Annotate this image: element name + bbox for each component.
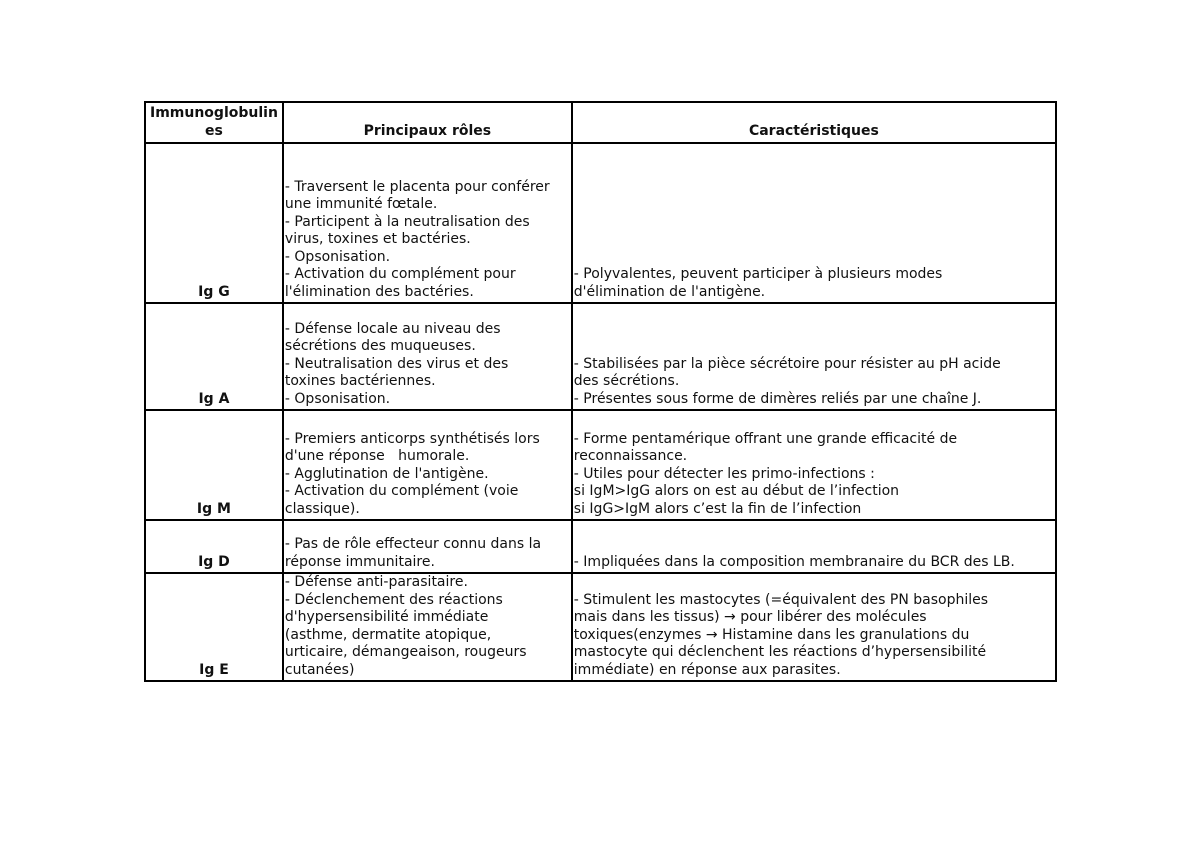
cell-text-line: toxines bactériennes.: [284, 373, 436, 389]
characteristics-cell: [572, 573, 1056, 681]
cell-text-line: une immunité fœtale.: [284, 196, 438, 212]
table-row: [145, 303, 1056, 410]
table-row: [145, 520, 1056, 573]
cell-text-line: si IgM>IgG alors on est au début de l’infection: [573, 483, 900, 499]
roles-cell: [283, 143, 572, 303]
cell-text-line: - Défense anti-parasitaire.: [284, 574, 468, 590]
cell-text-line: - Impliquées dans la composition membranaire du BCR des LB.: [573, 553, 1015, 570]
immunoglobulin-name: Ig A: [145, 303, 283, 410]
header-caracteristiques: Caractéristiques: [572, 102, 1056, 143]
table-row: [145, 410, 1056, 520]
immunoglobulin-name: Ig M: [145, 410, 283, 520]
cell-text-line: réponse immunitaire.: [284, 553, 435, 570]
roles-cell: [283, 410, 572, 520]
cell-text-line: immédiate) en réponse aux parasites.: [573, 661, 841, 678]
cell-text-line: - Stimulent les mastocytes (=équivalent des PN basophiles: [573, 591, 989, 608]
cell-text-line: - Participent à la neutralisation des: [284, 213, 530, 230]
cell-text-line: - Opsonisation.: [284, 390, 391, 407]
cell-text-line: - Forme pentamérique offrant une grande efficacité de: [573, 430, 958, 447]
header-row: [145, 102, 1056, 143]
table-row: [145, 573, 1056, 681]
cell-text-line: urticaire, démangeaison, rougeurs: [284, 644, 527, 660]
roles-cell: [283, 520, 572, 573]
immunoglobulin-name: Ig D: [145, 520, 283, 573]
cell-text-line: - Neutralisation des virus et des: [284, 355, 509, 372]
immunoglobulin-name: Ig E: [145, 573, 283, 681]
cell-text-line: - Pas de rôle effecteur connu dans la: [284, 536, 542, 552]
header-immunoglobulines-line: es: [205, 122, 223, 139]
cell-text-line: - Premiers anticorps synthétisés lors: [284, 430, 540, 447]
cell-text-line: cutanées): [284, 661, 355, 678]
cell-text-line: sécrétions des muqueuses.: [284, 338, 476, 354]
cell-text-line: - Stabilisées par la pièce sécrétoire pour résister au pH acide: [573, 355, 1001, 372]
cell-text-line: d'une réponse humorale.: [284, 448, 470, 464]
cell-text-line: - Polyvalentes, peuvent participer à plusieurs modes: [573, 266, 943, 282]
cell-text-line: - Agglutination de l'antigène.: [284, 465, 489, 482]
characteristics-cell: [572, 303, 1056, 410]
characteristics-cell: [572, 520, 1056, 573]
header-principaux-roles: Principaux rôles: [283, 102, 572, 143]
immunoglobulin-table: [144, 101, 1057, 682]
cell-text-line: mastocyte qui déclenchent les réactions d’hypersensibilité: [573, 644, 987, 660]
cell-text-line: - Traversent le placenta pour conférer: [284, 178, 550, 195]
roles-cell: [283, 303, 572, 410]
header-immunoglobulines: [145, 102, 283, 143]
cell-text-line: (asthme, dermatite atopique,: [284, 626, 492, 643]
cell-text-line: virus, toxines et bactéries.: [284, 231, 471, 247]
cell-text-line: - Utiles pour détecter les primo-infections :: [573, 465, 875, 482]
cell-text-line: d'élimination de l'antigène.: [573, 283, 766, 300]
cell-text-line: si IgG>IgM alors c’est la fin de l’infection: [573, 500, 862, 517]
table-row: [145, 143, 1056, 303]
cell-text-line: - Présentes sous forme de dimères reliés par une chaîne J.: [573, 390, 982, 407]
cell-text-line: d'hypersensibilité immédiate: [284, 609, 489, 625]
cell-text-line: - Activation du complément pour: [284, 266, 516, 282]
cell-text-line: - Activation du complément (voie: [284, 483, 519, 499]
cell-text-line: reconnaissance.: [573, 448, 688, 464]
roles-cell: [283, 573, 572, 681]
cell-text-line: - Défense locale au niveau des: [284, 320, 501, 337]
characteristics-cell: [572, 410, 1056, 520]
cell-text-line: des sécrétions.: [573, 373, 680, 389]
characteristics-cell: [572, 143, 1056, 303]
immunoglobulin-name: Ig G: [145, 143, 283, 303]
header-immunoglobulines-line: Immunoglobulin: [149, 105, 278, 121]
cell-text-line: classique).: [284, 500, 360, 517]
cell-text-line: - Opsonisation.: [284, 248, 391, 265]
immunoglobulin-table-sheet: [144, 101, 1057, 682]
cell-text-line: mais dans les tissus) → pour libérer des molécules: [573, 609, 927, 625]
cell-text-line: l'élimination des bactéries.: [284, 283, 474, 300]
cell-text-line: - Déclenchement des réactions: [284, 591, 503, 608]
cell-text-line: toxiques(enzymes → Histamine dans les granulations du: [573, 626, 970, 643]
